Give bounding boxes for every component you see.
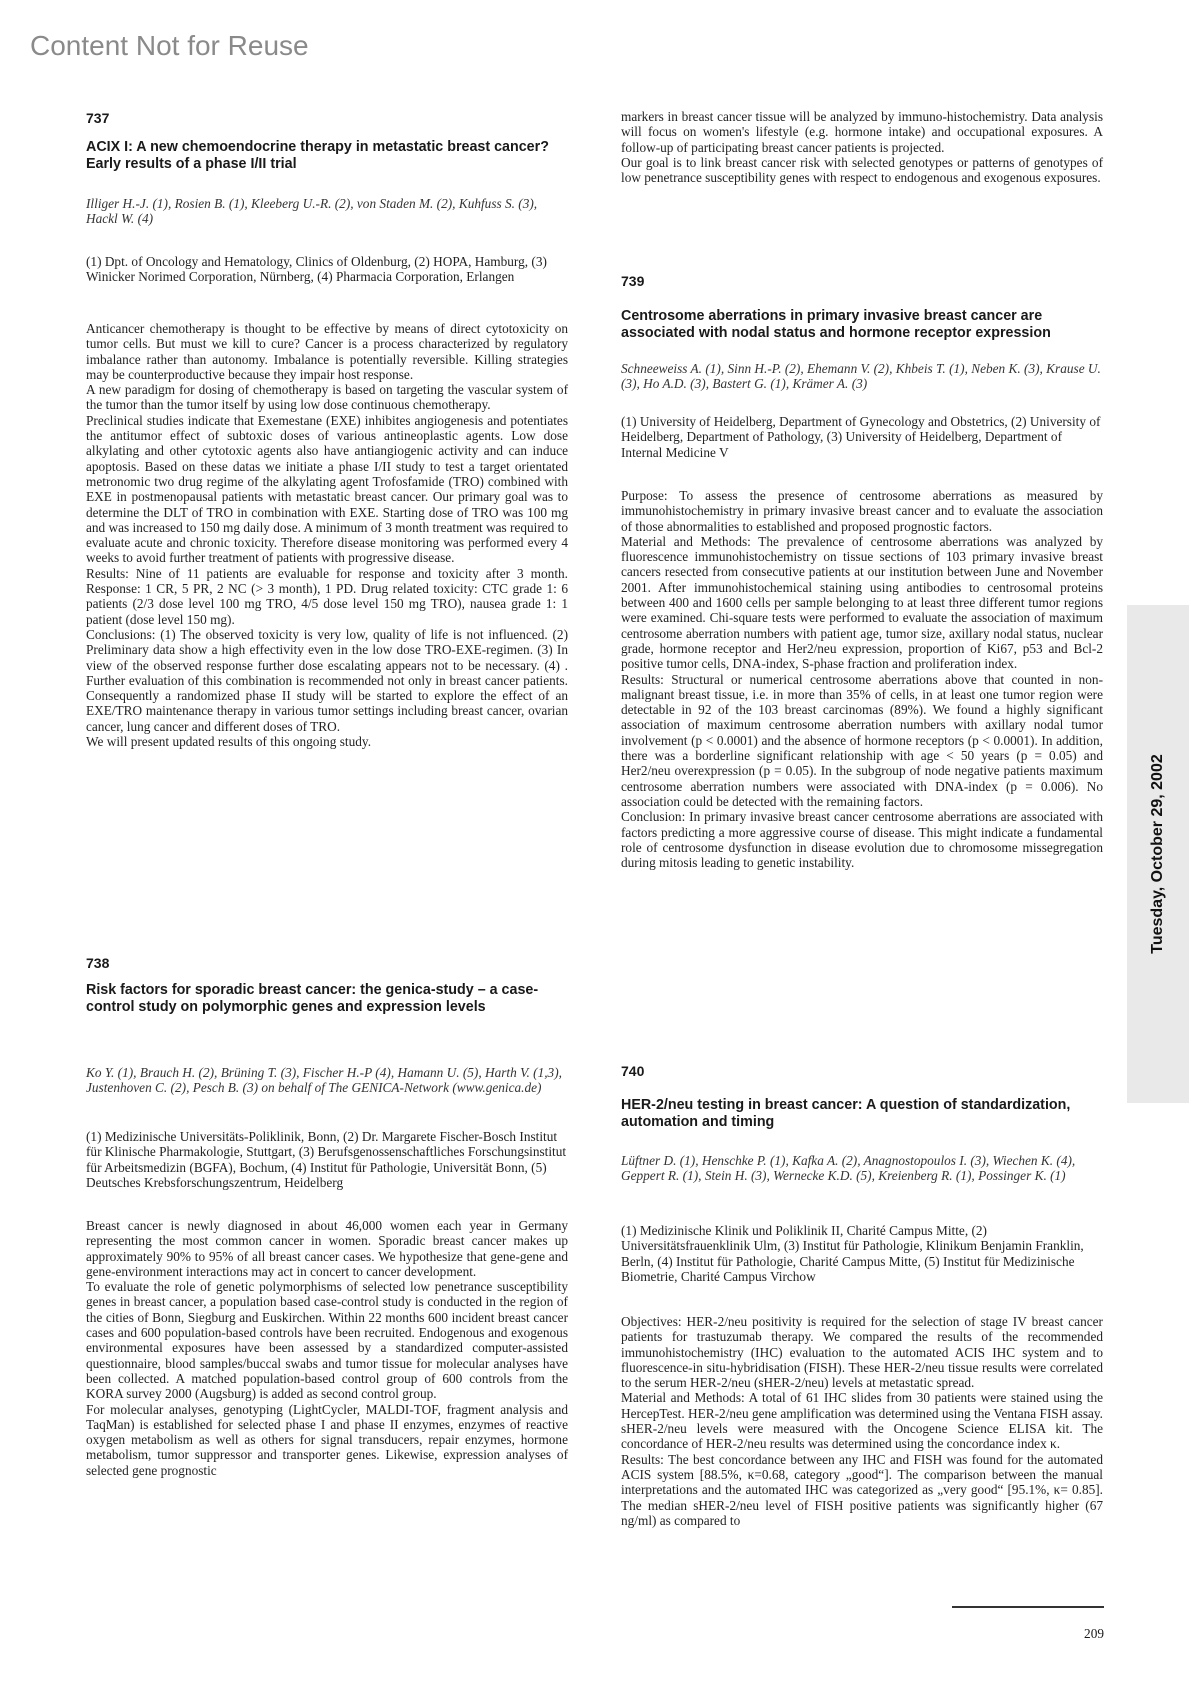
abstract-title: Risk factors for sporadic breast cancer: the genica-study – a case-control study on polymorphic genes and expression levels — [86, 982, 539, 1015]
paragraph: A new paradigm for dosing of chemotherapy is based on targeting the vascular system of the tumor than the tumor itself by using low dose continuous chemotherapy. — [86, 382, 568, 413]
abstract-affiliations: (1) University of Heidelberg, Department of Gynecology and Obstetrics, (2) University of Heidelberg, Department of Pathology, (3) University of Heidelberg, Department of Internal Medicine V — [621, 414, 1101, 460]
paragraph: Conclusion: In primary invasive breast cancer centrosome aberrations are associated with factors predicting a more aggressive course of disease. This might indicate a fundamental role of centrosome dysfunction in disease evolution due to chromosome missegregation during mitosis leading to genetic instability. — [621, 809, 1103, 871]
abstract-authors: Ko Y. (1), Brauch H. (2), Brüning T. (3), Fischer H.-P (4), Hamann U. (5), Harth V. (1,3), Justenhoven C. (2), Pesch B. (3) on behalf of The GENICA-Network (www.genica.de) — [86, 1065, 562, 1096]
abstract-number: 738 — [86, 955, 110, 971]
abstract-738-continuation — [621, 109, 1103, 185]
paragraph: Results: The best concordance between any IHC and FISH was found for the automated ACIS system [88.5%, κ=0.68, category „good“]. The comparison between the manual interpretations and the automated IHC was categorized as „very good“ [95.1%, κ= 0.85]. The median sHER-2/neu level of FISH positive patients was significantly higher (67 ng/ml) as compared to — [621, 1451, 1103, 1528]
paragraph: Conclusions: (1) The observed toxicity is very low, quality of life is not influenced. (2) Preliminary data show a high effectivity even in the low dose TRO-EXE-regimen. (3) In view of the observed response further dose escalating appears not to be necessary. (4) . Further evaluation of this combination is recommended not only in breast cancer patients. Consequently a randomized phase II study will be started to explore the effect of an EXE/TRO maintenance therapy in various tumor settings including breast cancer, ovarian cancer, lung cancer and different doses of TRO. — [86, 626, 568, 734]
abstract-authors: Illiger H.-J. (1), Rosien B. (1), Kleeberg U.-R. (2), von Staden M. (2), Kuhfuss S. (3), Hackl W. (4) — [86, 196, 538, 227]
paragraph: Purpose: To assess the presence of centrosome aberrations as measured by immunohistochemistry in primary invasive breast cancer and to evaluate the association of those abnormalities to established and proposed prognostic factors. — [621, 488, 1103, 534]
paragraph: Our goal is to link breast cancer risk with selected genotypes or patterns of genotypes of low penetrance susceptibility genes with respect to endogenous and exogenous exposures. — [621, 154, 1103, 186]
date-side-tab — [1127, 605, 1189, 1103]
right-column — [621, 0, 1103, 1696]
abstract-title: Centrosome aberrations in primary invasive breast cancer are associated with nodal status and hormone receptor expression — [621, 308, 1051, 341]
abstract-number: 739 — [621, 273, 645, 289]
paragraph: Material and Methods: The prevalence of centrosome aberrations was analyzed by fluorescence immunohistochemistry on tissue sections of 103 primary invasive breast cancers resected from consecutive patients at our institution between June and November 2001. After immunohistochemical staining using antibodies to centrosomal proteins between 400 and 1600 cells per sample belonging to at least three different tumor regions were examined. Chi-square tests were performed to evaluate the association of maximum centrosome aberration numbers with patient age, tumor size, axillary nodal status, nuclear grade, hormone receptor and Her2/neu expression, proportion of Ki67, p53 and Bcl-2 positive tumor cells, DNA-index, S-phase fraction and proliferation index. — [621, 533, 1103, 672]
page-number: 209 — [1084, 1626, 1104, 1641]
abstract-body — [621, 488, 1103, 870]
abstract-title: ACIX I: A new chemoendocrine therapy in metastatic breast cancer? Early results of a phase I/II trial — [86, 139, 549, 172]
paragraph: Objectives: HER-2/neu positivity is required for the selection of stage IV breast cancer patients for trastuzumab therapy. We compared the results of the recommended immunohistochemistry (IHC) evaluation to the automated ACIS IHC system and to fluorescence-in situ-hybridisation (FISH). These HER-2/neu tissue results were correlated to the serum HER-2/neu (sHER-2/neu) levels at metastatic spread. — [621, 1314, 1103, 1391]
abstract-authors: Schneeweiss A. (1), Sinn H.-P. (2), Ehemann V. (2), Khbeis T. (1), Neben K. (3), Krause U. (3), Ho A.D. (3), Bastert G. (1), Krämer A. (3) — [621, 361, 1101, 392]
abstract-title: HER-2/neu testing in breast cancer: A question of standardization, automation and timing — [621, 1097, 1071, 1130]
abstract-number: 740 — [621, 1063, 645, 1079]
date-label: Tuesday, October 29, 2002 — [1149, 754, 1166, 954]
paragraph: Results: Structural or numerical centrosome aberrations above that counted in non-malignant breast tissue, i.e. in more than 35% of cells, in at least one tumor region were detectable in 92 of the 103 breast carcinomas (89%). We found a highly significant association of maximum centrosome aberration numbers with axillary nodal tumor involvement (p < 0.0001) and the absence of hormone receptors (p < 0.0001). In addition, there was a borderline significant relationship with age < 50 years (p = 0.05) and Her2/neu overexpression (p = 0.05). In the subgroup of node negative patients maximum centrosome aberration numbers were associated with DNA-index (p = 0.006). No association could be detected with the remaining factors. — [621, 671, 1103, 809]
paragraph: Breast cancer is newly diagnosed in about 46,000 women each year in Germany representing the most common cancer in women. Sporadic breast cancer makes up approximately 90% to 95% of all breast cancer cases. We hypothesize that gene-gene and gene-environment interactions may act in concert to cancer development. — [86, 1218, 568, 1279]
paragraph: Results: Nine of 11 patients are evaluable for response and toxicity after 3 month. Response: 1 CR, 5 PR, 2 NC (> 3 month), 1 PD. Drug related toxicity: CTC grade 1: 6 patients (2/3 dose level 100 mg TRO, 4/5 dose level 150 mg TRO), nausea grade 1: 1 patient (dose level 150 mg). — [86, 565, 568, 627]
footer-rule — [952, 1606, 1104, 1608]
abstract-body — [86, 1218, 568, 1478]
abstract-affiliations: (1) Medizinische Klinik und Poliklinik II, Charité Campus Mitte, (2) Universitätsfrauenklinik Ulm, (3) Institut für Pathologie, Klinikum Benjamin Franklin, Berln, (4) Institut für Pathologie, Charité Campus Mitte, (5) Institut für Medizinische Biometrie, Charité Campus Virchow — [621, 1223, 1084, 1284]
paragraph: To evaluate the role of genetic polymorphisms of selected low penetrance susceptibility genes in breast cancer, a population based case-control study is conducted in the region of the cities of Bonn, Siegburg and Euskirchen. Within 22 months 600 incident breast cancer cases and 600 population-based controls have been recruited. Endogenous and exogenous environmental exposures have been assessed by a standardized computer-assisted questionnaire, blood samples/buccal swabs and tumor tissue for molecular analyses have been collected. A matched population-based control group of 600 controls from the KORA survey 2000 (Augsburg) is added as second control group. — [86, 1279, 568, 1402]
abstract-affiliations: (1) Dpt. of Oncology and Hematology, Clinics of Oldenburg, (2) HOPA, Hamburg, (3) Winicker Norimed Corporation, Nürnberg, (4) Pharmacia Corporation, Erlangen — [86, 254, 547, 285]
abstract-body — [86, 321, 568, 749]
paragraph: markers in breast cancer tissue will be analyzed by immuno-histochemistry. Data analysis will focus on women's lifestyle (e.g. hormone intake) and occupational exposures. A follow-up of participating breast cancer patients is projected. — [621, 109, 1103, 155]
abstract-body — [621, 1314, 1103, 1528]
paragraph: We will present updated results of this ongoing study. — [86, 734, 372, 750]
paragraph: For molecular analyses, genotyping (LightCycler, MALDI-TOF, fragment analysis and TaqMan) is established for selected phase I and phase II enzymes, enzymes of reactive oxygen metabolism as well as others for signal transducers, repair enzymes, hormone metabolism, tumor suppressor and transporter genes. Likewise, expression analyses of selected gene prognostic — [86, 1401, 568, 1478]
paragraph: Material and Methods: A total of 61 IHC slides from 30 patients were stained using the HercepTest. HER-2/neu gene amplification was determined using the Ventana FISH assay. sHER-2/neu levels were measured with the Oncogene Science ELISA kit. The concordance of HER-2/neu results was determined using the concordance index κ. — [621, 1390, 1103, 1452]
paragraph: Anticancer chemotherapy is thought to be effective by means of direct cytotoxicity on tumor cells. But must we kill to cure? Cancer is a process characterized by regulatory imbalance rather than autonomy. Imbalance is potentially reversible. Killing strategies may be counterproductive because they impair host response. — [86, 321, 568, 382]
left-column — [86, 0, 568, 1696]
abstract-authors: Lüftner D. (1), Henschke P. (1), Kafka A. (2), Anagnostopoulos I. (3), Wiechen K. (4), Geppert R. (1), Stein H. (3), Wernecke K.D. (5), Kreienberg R. (1), Possinger K. (1) — [621, 1153, 1076, 1184]
abstract-affiliations: (1) Medizinische Universitäts-Poliklinik, Bonn, (2) Dr. Margarete Fischer-Bosch Institut für Klinische Pharmakologie, Stuttgart, (3) Berufsgenossenschaftliches Forschungsinstitut für Arbeitsmedizin (BGFA), Bochum, (4) Institut für Pathologie, Universität Bonn, (5) Deutsches Krebsforschungszentrum, Heidelberg — [86, 1129, 567, 1190]
paragraph: Preclinical studies indicate that Exemestane (EXE) inhibites angiogenesis and potentiates the antitumor effect of subtoxic doses of various antineoplastic agents. Low dose alkylating and other cytotoxic agents also have antiangiogenic activity and can induce apoptosis. Based on these datas we initiate a phase I/II study to test a target orientated metronomic two drug regime of the alkylating agent Trofosfamide (TRO) combined with EXE in postmenopausal patients with metastatic breast cancer. Our primary goal was to determine the DLT of TRO in combination with EXE. Starting dose of TRO was 100 mg and was increased to 150 mg daily dose. A minimum of 3 month treatment was required to evaluate acute and chronic toxicity. Therefore disease monitoring was performed every 4 weeks to avoid further treatment of patients with progressive disease. — [86, 412, 568, 566]
watermark: Content Not for Reuse — [30, 30, 309, 61]
abstract-number: 737 — [86, 110, 110, 126]
